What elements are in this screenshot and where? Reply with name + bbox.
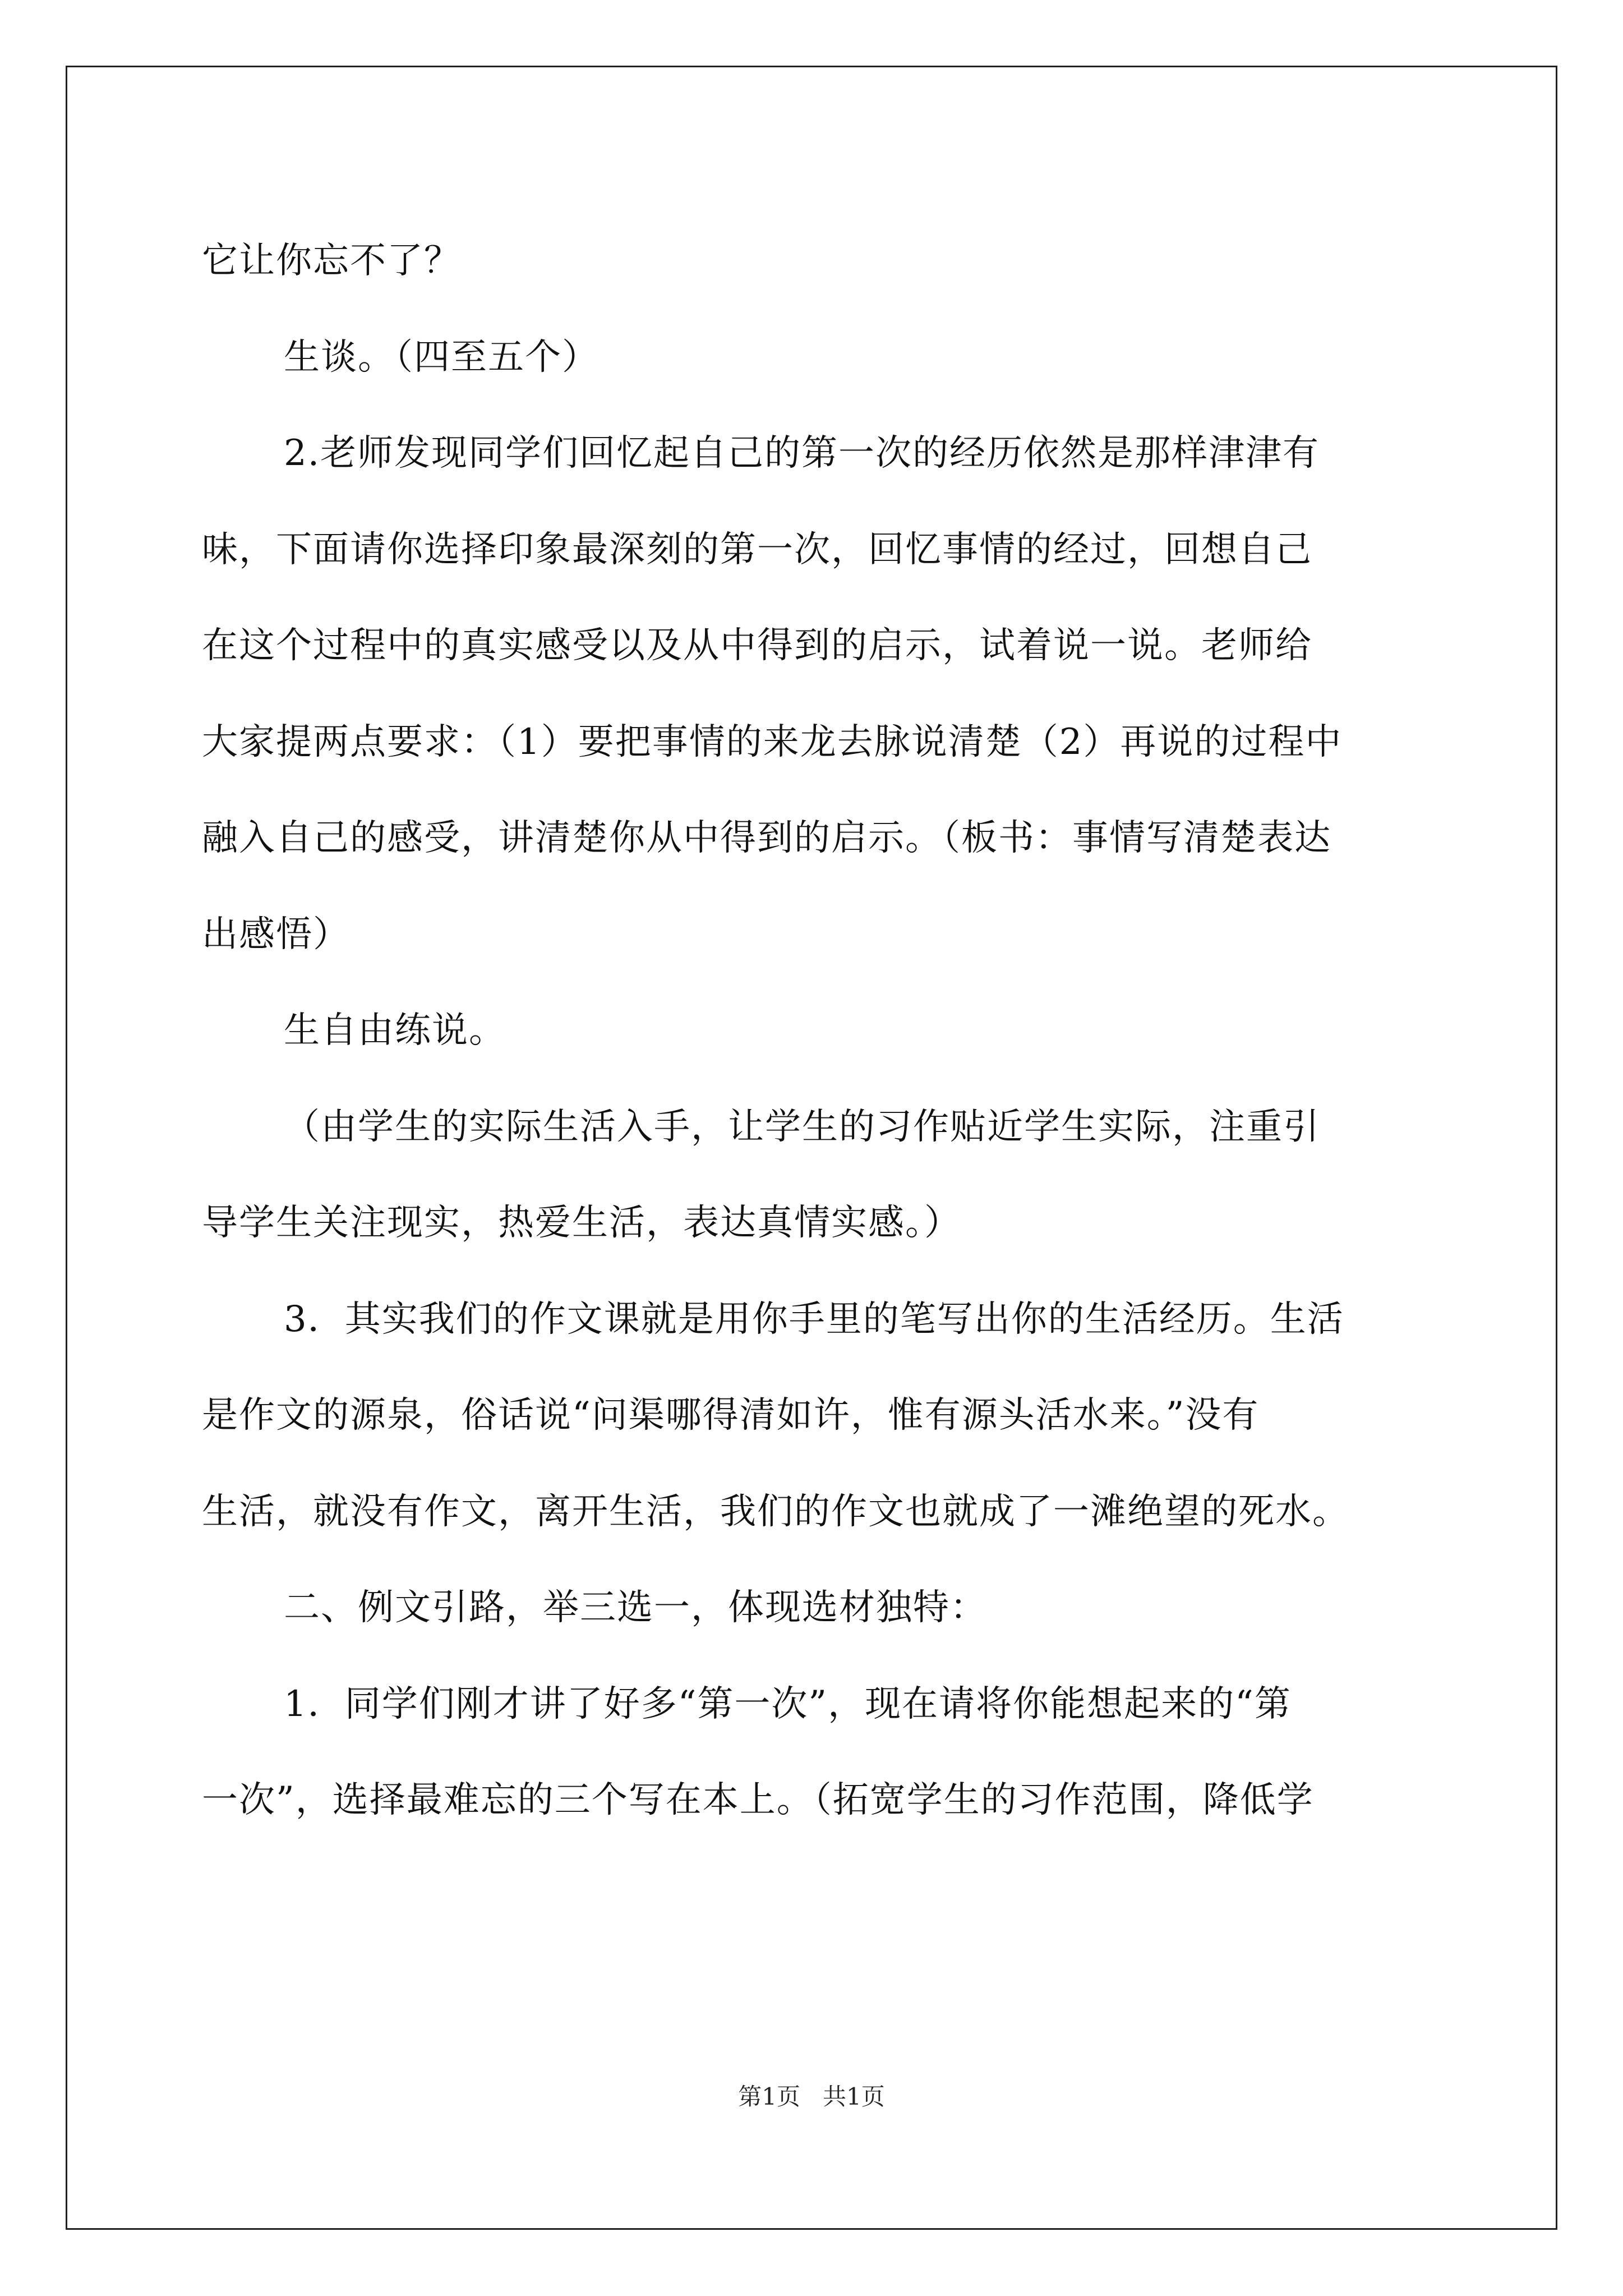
- page-footer: 第1页 共1页: [738, 2083, 885, 2110]
- text-line: 融入自己的感受，讲清楚你从中得到的启示。（板书：事情写清楚表达: [202, 817, 1331, 859]
- text-line: （由学生的实际生活入手，让学生的习作贴近学生实际，注重引: [284, 1106, 1320, 1148]
- text-line: 大家提两点要求：（1）要把事情的来龙去脉说清楚（2）再说的过程中: [202, 721, 1343, 763]
- text-line: 1．同学们刚才讲了好多“第一次”，现在请将你能想起来的“第: [284, 1683, 1292, 1725]
- text-line: 3．其实我们的作文课就是用你手里的笔写出你的生活经历。生活: [284, 1298, 1344, 1340]
- text-line: 它让你忘不了？: [202, 240, 461, 282]
- text-line: 一次”，选择最难忘的三个写在本上。（拓宽学生的习作范围，降低学: [202, 1779, 1314, 1821]
- document-body: [202, 213, 1436, 1849]
- text-line: 生活，就没有作文，离开生活，我们的作文也就成了一滩绝望的死水。: [202, 1490, 1349, 1533]
- text-line: 导学生关注现实，热爱生活，表达真情实感。）: [202, 1202, 961, 1244]
- text-line: 生自由练说。: [284, 1010, 506, 1051]
- text-line: 在这个过程中的真实感受以及从中得到的启示，试着说一说。老师给: [202, 625, 1312, 666]
- text-line: 二、例文引路，举三选一，体现选材独特：: [284, 1587, 987, 1628]
- text-line: 出感悟）: [202, 913, 350, 955]
- text-line: 2.老师发现同学们回忆起自己的第一次的经历依然是那样津津有: [284, 432, 1320, 474]
- text-line: 生谈。（四至五个）: [284, 336, 599, 378]
- text-line: 是作文的源泉，俗话说“问渠哪得清如许，惟有源头活水来。”没有: [202, 1395, 1260, 1436]
- text-line: 味，下面请你选择印象最深刻的第一次，回忆事情的经过，回想自己: [202, 528, 1312, 570]
